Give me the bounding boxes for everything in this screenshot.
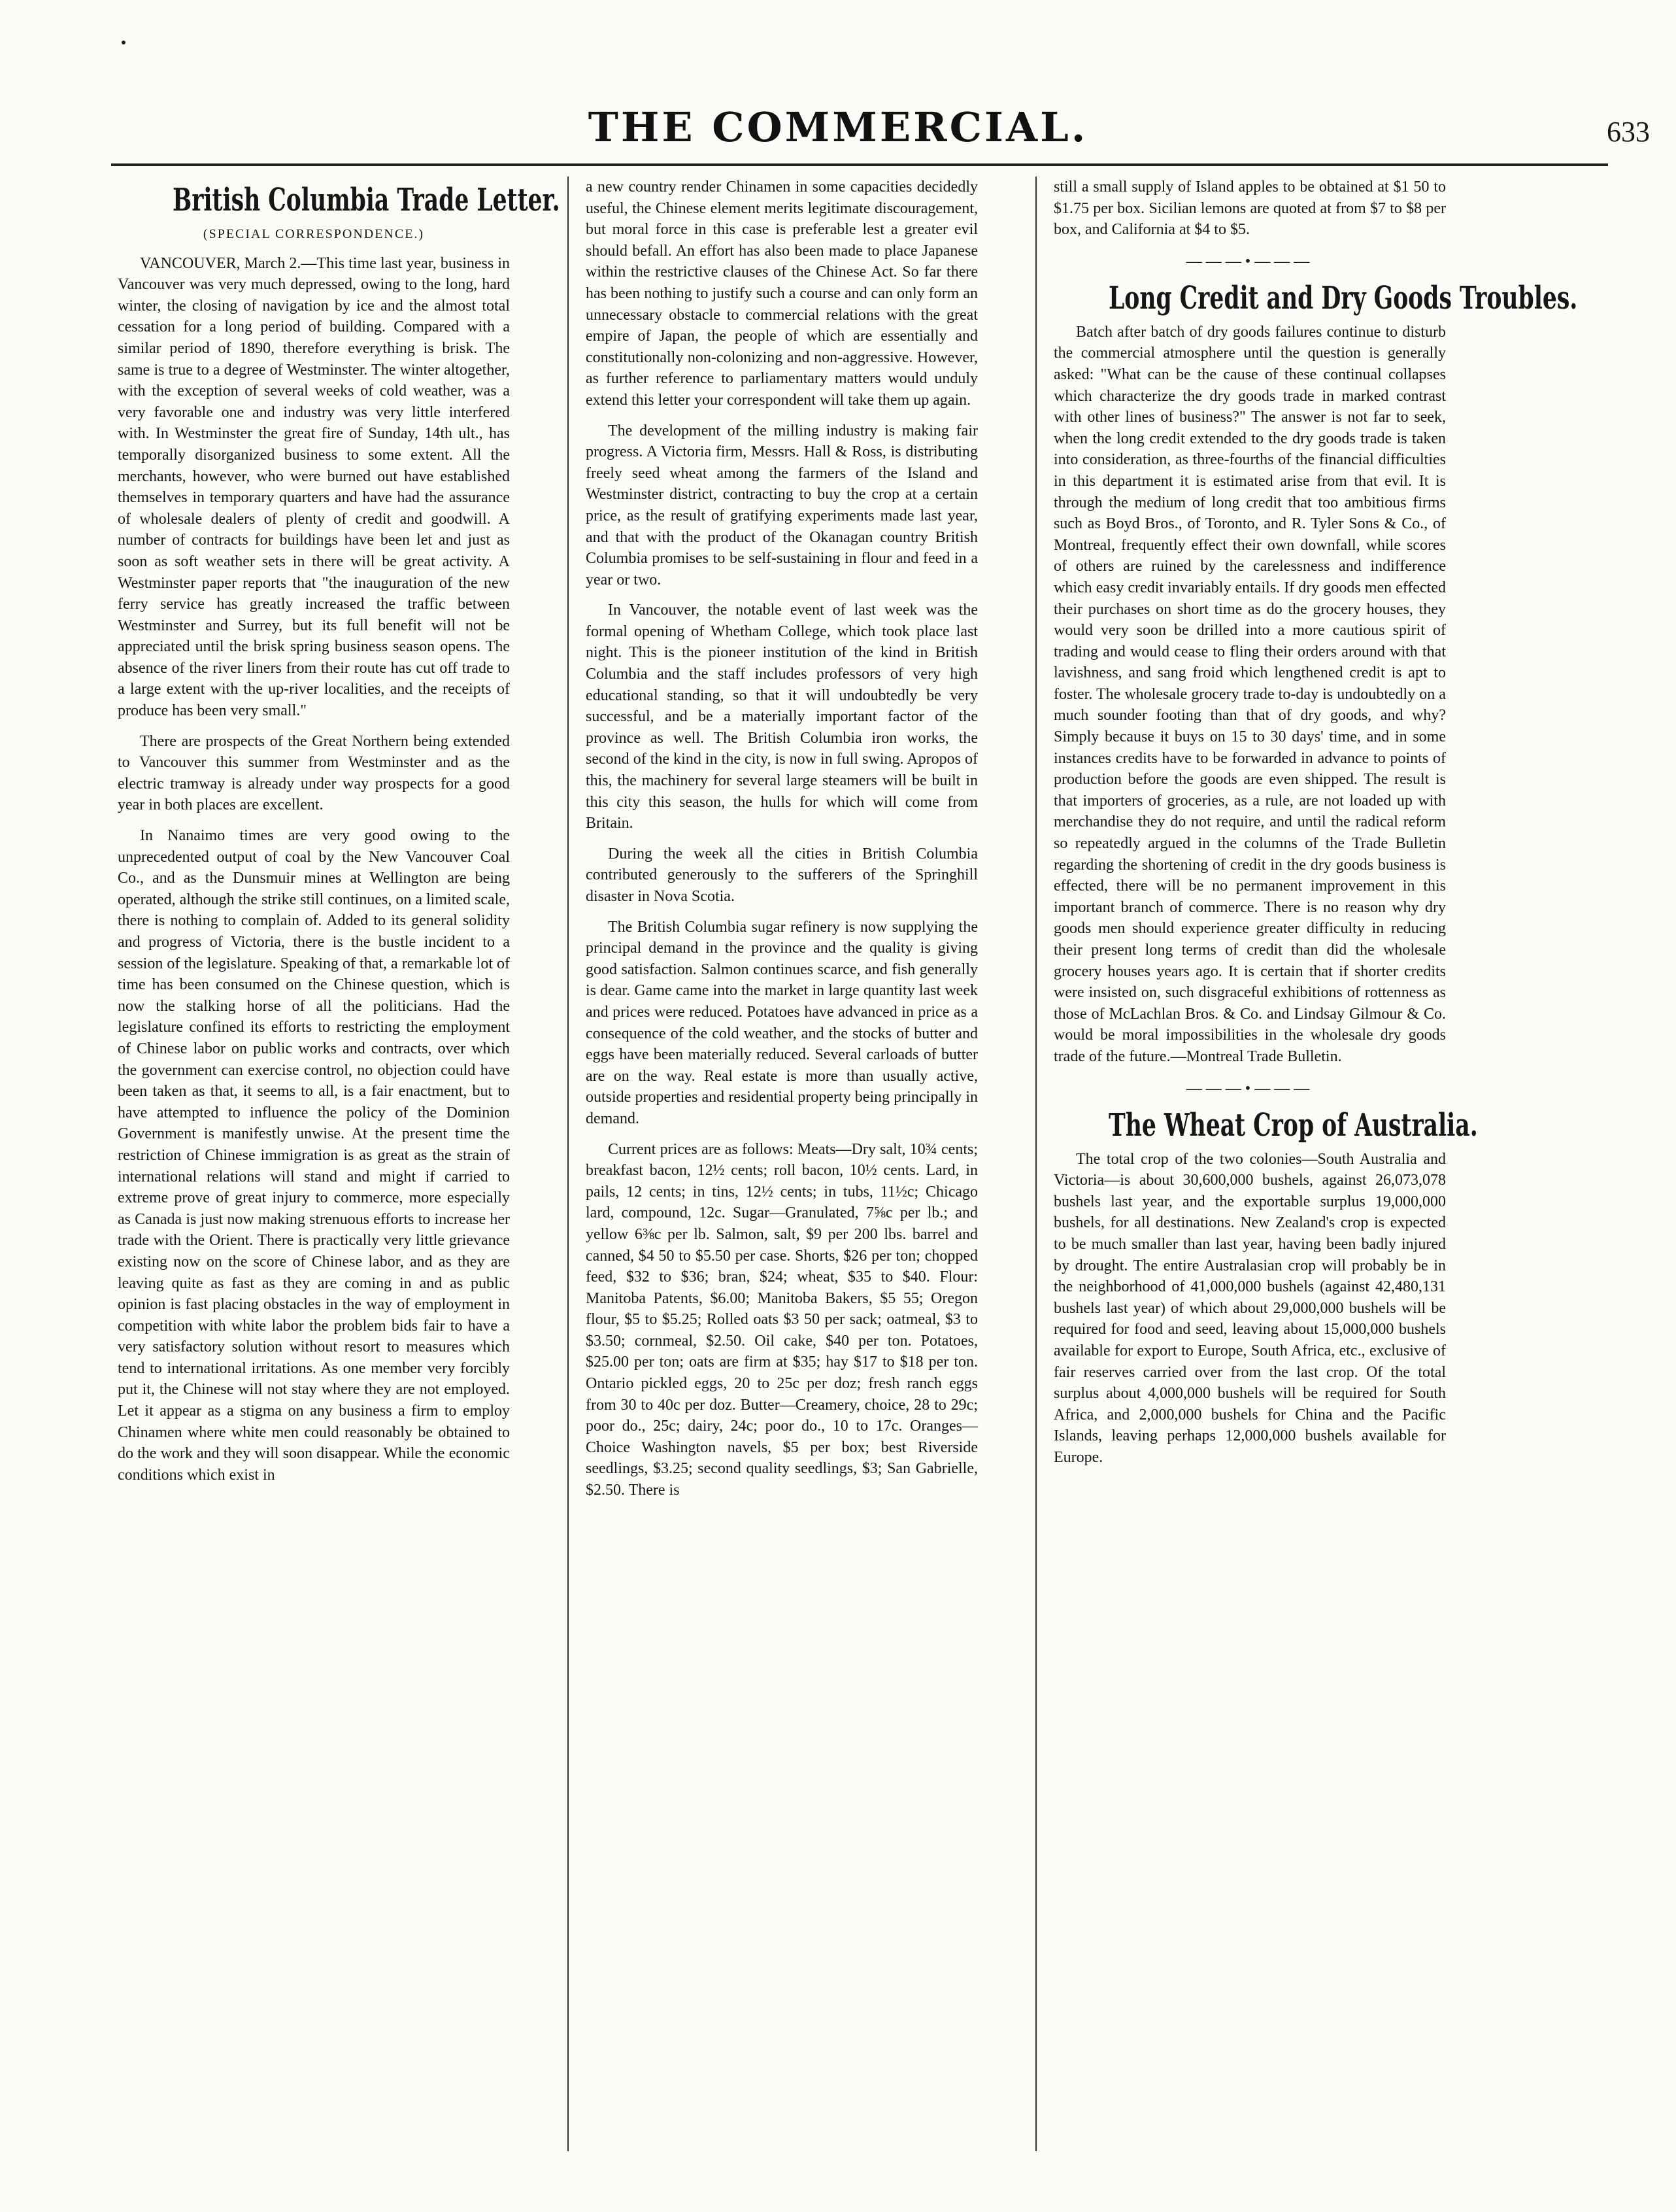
- column-rule-1: [567, 177, 569, 2151]
- masthead-rule: [111, 163, 1608, 166]
- paragraph: There are prospects of the Great Northern being extended to Vancouver this summer from Westminster and as the electric tramway is already under way prospects for a good year in both places are excellent.: [118, 732, 510, 814]
- section-separator: ———•———: [1186, 1080, 1314, 1097]
- paragraph: The British Columbia sugar refinery is now supplying the principal demand in the province and the quality is giving good satisfaction. Salmon continues scarce, and fish generally is dear. Game came into the market in large quantity last week and prices were reduced. Potatoes have advanced in price as a consequence of the cold weather, and the stocks of butter and eggs have been materially reduced. Several carloads of butter are on the way. Real estate is more than usually active, outside properties and residential property being principally in demand.: [586, 918, 978, 1127]
- paragraph: still a small supply of Island apples to be obtained at $1 50 to $1.75 per box. Sicilian lemons are quoted at from $7 to $8 per box, and California at $4 to $5.: [1054, 179, 1446, 239]
- stray-mark: [122, 41, 126, 44]
- paragraph: The total crop of the two colonies—South Australia and Victoria—is about 30,600,000 bushels, against 26,073,078 bushels last year, and the exportable surplus 19,000,000 bushels, for all destinations. New Zealand's crop is expected to be much smaller than last year, having been badly injured by drought. The entire Australasian crop will probably be in the neighborhood of 41,000,000 bushels (against 42,480,131 bushels last year) of which about 29,000,000 bushels will be required for food and seed, leaving about 15,000,000 bushels available for export to Europe, South Africa, etc., exclusive of fair reserves carried over from the last crop. Of the total surplus about 4,000,000 bushels will be required for South Africa, and 2,000,000 bushels for China and the Pacific Islands, leaving perhaps 12,000,000 bushels available for Europe.: [1054, 1150, 1446, 1466]
- column-1: [118, 177, 560, 2151]
- article-headline-bc-trade-letter: British Columbia Trade Letter.: [173, 182, 560, 218]
- paragraph: During the week all the cities in British Columbia contributed generously to the sufferers of the Springhill disaster in Nova Scotia.: [586, 845, 978, 905]
- article-headline-wheat-crop: The Wheat Crop of Australia.: [1109, 1106, 1478, 1144]
- article-subhead: (SPECIAL CORRESPONDENCE.): [203, 227, 425, 241]
- publication-title: THE COMMERCIAL.: [588, 103, 1088, 151]
- paragraph: Current prices are as follows: Meats—Dry salt, 10¾ cents; breakfast bacon, 12½ cents; roll bacon, 10½ cents. Lard, in pails, 12 cents; in tins, 12½ cents; in tubs, 11½c; Chicago lard, compound, 12c. Sugar—Granulated, 7⅝c per lb.; and yellow 6⅜c per lb. Salmon, salt, $9 per 200 lbs. barrel and canned, $4 50 to $5.50 per case. Shorts, $26 per ton; chopped feed, $32 to $36; bran, $24; wheat, $35 to $40. Flour: Manitoba Patents, $6.00; Manitoba Bakers, $5 55; Oregon flour, $5 to $5.25; Rolled oats $3 50 per sack; oatmeal, $3 to $3.50; cornmeal, $2.50. Oil cake, $40 per ton. Potatoes, $25.00 per ton; oats are firm at $35; hay $17 to $18 per ton. Ontario pickled eggs, 20 to 25c per doz; fresh ranch eggs from 30 to 40c per doz. Butter—Creamery, choice, 28 to 29c; poor do., 25c; dairy, 24c; poor do., 10 to 17c. Oranges—Choice Washington navels, $5 per box; best Riverside seedlings, $3.25; second quality seedlings, $3; San Gabrielle, $2.50. There is: [586, 1140, 978, 1499]
- paragraph: a new country render Chinamen in some capacities decidedly useful, the Chinese element merits legitimate discouragement, but moral force in this case is preferable lest a greater evil should befall. An effort has also been made to place Japanese within the restrictive clauses of the Chinese Act. So far there has been nothing to justify such a course and can only form an unnecessary obstacle to commercial relations with the great empire of Japan, the people of which are essentially and constitutionally non-colonizing and non-aggressive. However, as further reference to parliamentary matters would unduly extend this letter your correspondent will take them up again.: [586, 179, 978, 409]
- page-number: 633: [1607, 116, 1650, 148]
- section-separator: ———•———: [1186, 252, 1314, 270]
- paragraph: In Vancouver, the notable event of last week was the formal opening of Whetham College, which took place last night. This is the pioneer institution of the kind in British Columbia and the staff includes professors of very high educational standing, so that it will undoubtedly be very successful, and be a materially important factor of the province as well. The British Columbia iron works, the second of the kind in the city, is now in full swing. Apropos of this, the machinery for several large steamers will be built in this city this season, the hulls for which will come from Britain.: [586, 602, 978, 832]
- paragraph: The development of the milling industry is making fair progress. A Victoria firm, Messrs. Hall & Ross, is distributing freely seed wheat among the farmers of the Island and Westminster district, contracting to buy the crop at a certain price, as the result of gratifying experiments made last year, and that with the product of the Okanagan country British Columbia promises to be self-sustaining in flour and feed in a year or two.: [586, 422, 978, 588]
- column-3: [1054, 177, 1578, 2151]
- column-rule-2: [1035, 177, 1037, 2151]
- column-2: [586, 177, 978, 2151]
- paragraph: In Nanaimo times are very good owing to the unprecedented output of coal by the New Vancouver Coal Co., and as the Dunsmuir mines at Wellington are being operated, although the strike still continues, on a limited scale, there is nothing to complain of. Added to its general solidity and progress of Victoria, there is the bustle incident to a session of the legislature. Speaking of that, a remarkable lot of time has been consumed on the Chinese question, which is now the stalking horse of all the politicians. Had the legislature confined its efforts to restricting the employment of Chinese labor on public works and contracts, over which the government can exercise control, no objection could have been taken as that, it seems to all, is a fair enactment, but to have attempted to influence the policy of the Dominion Government is manifestly unwise. At the present time the restriction of Chinese immigration is as great as the strain of international relations will stand and might if carried to extreme prove of great injury to commerce, more especially as Canada is just now making strenuous efforts to increase her trade with the Orient. There is practically very little grievance existing now on the score of Chinese labor, and as they are leaving quite as fast as they are coming in and as public opinion is fast placing obstacles in the way of employment in competition with white labor the problem bids fair to have a very satisfactory solution without resort to measures which tend to international irritations. As one member very forcibly put it, the Chinese will not stay where they are not employed. Let it appear as a stigma on any business a firm to employ Chinamen where white men could reasonably be obtained to do the work and they will soon disappear. While the economic conditions which exist in: [118, 827, 510, 1484]
- article-headline-long-credit: Long Credit and Dry Goods Troubles.: [1109, 279, 1578, 316]
- paragraph: Batch after batch of dry goods failures continue to disturb the commercial atmosphere until the question is generally asked: "What can be the cause of these continual collapses which characterize the dry goods trade in marked contrast with other lines of business?" The answer is not far to seek, when the long credit extended to the dry goods trade is taken into consideration, as three-fourths of the financial difficulties in this department it is estimated arise from that evil. It is through the medium of long credit that too ambitious firms such as Boyd Bros., of Toronto, and R. Tyler Sons & Co., of Montreal, frequently effect their own downfall, while scores of others are ruined by the carelessness and indifference which easy credit invariably entails. If dry goods men effected their purchases on short time as do the grocery houses, they would very soon be drilled into a more cautious spirit of trading and would cease to fling their orders around with that lavishness, and sang froid which lengthened credit is apt to foster. The wholesale grocery trade to-day is undoubtedly on a much sounder footing than that of dry goods, and why? Simply because it buys on 15 to 30 days' time, and in some instances credits have to be forwarded in advance to points of production before the goods are even shipped. The result is that importers of groceries, as a rule, are not loaded up with merchandise they do not require, and until the radical reform so repeatedly argued in the columns of the Trade Bulletin regarding the shortening of credit in the dry goods business is effected, there will be no permanent improvement in this important branch of commerce. There is no reason why dry goods men should experience greater difficulty in reducing their present long terms of credit than did the wholesale grocery houses years ago. It is certain that if shorter credits were insisted on, such disgraceful exhibitions of rottenness as those of McLachlan Bros. & Co. and Lindsay Gilmour & Co. would be moral impossibilities in the wholesale dry goods trade of the future.—Montreal Trade Bulletin.: [1054, 323, 1446, 1065]
- masthead: [0, 98, 1676, 157]
- paragraph: VANCOUVER, March 2.—This time last year, business in Vancouver was very much depressed, owing to the long, hard winter, the closing of navigation by ice and the almost total cessation for a long period of building. Compared with a similar period of 1890, therefore everything is brisk. The same is true to a degree of Westminster. The winter altogether, with the exception of several weeks of cold weather, was a very favorable one and industry was very little interfered with. In Westminster the great fire of Sunday, 14th ult., has temporally disorganized business to some extent. All the merchants, however, who were burned out have established themselves in temporary quarters and have had the assurance of wholesale dealers of plenty of credit and goodwill. A number of contracts for buildings have been let and just as soon as soft weather sets in there will be great activity. A Westminster paper reports that "the inauguration of the new ferry service has greatly increased the traffic between Westminster and Surrey, but its full benefit will not be appreciated until the brisk spring business season opens. The absence of the river liners from their route has cut off trade to a large extent with the up-river localities, and the receipts of produce has been very small.": [118, 254, 510, 720]
